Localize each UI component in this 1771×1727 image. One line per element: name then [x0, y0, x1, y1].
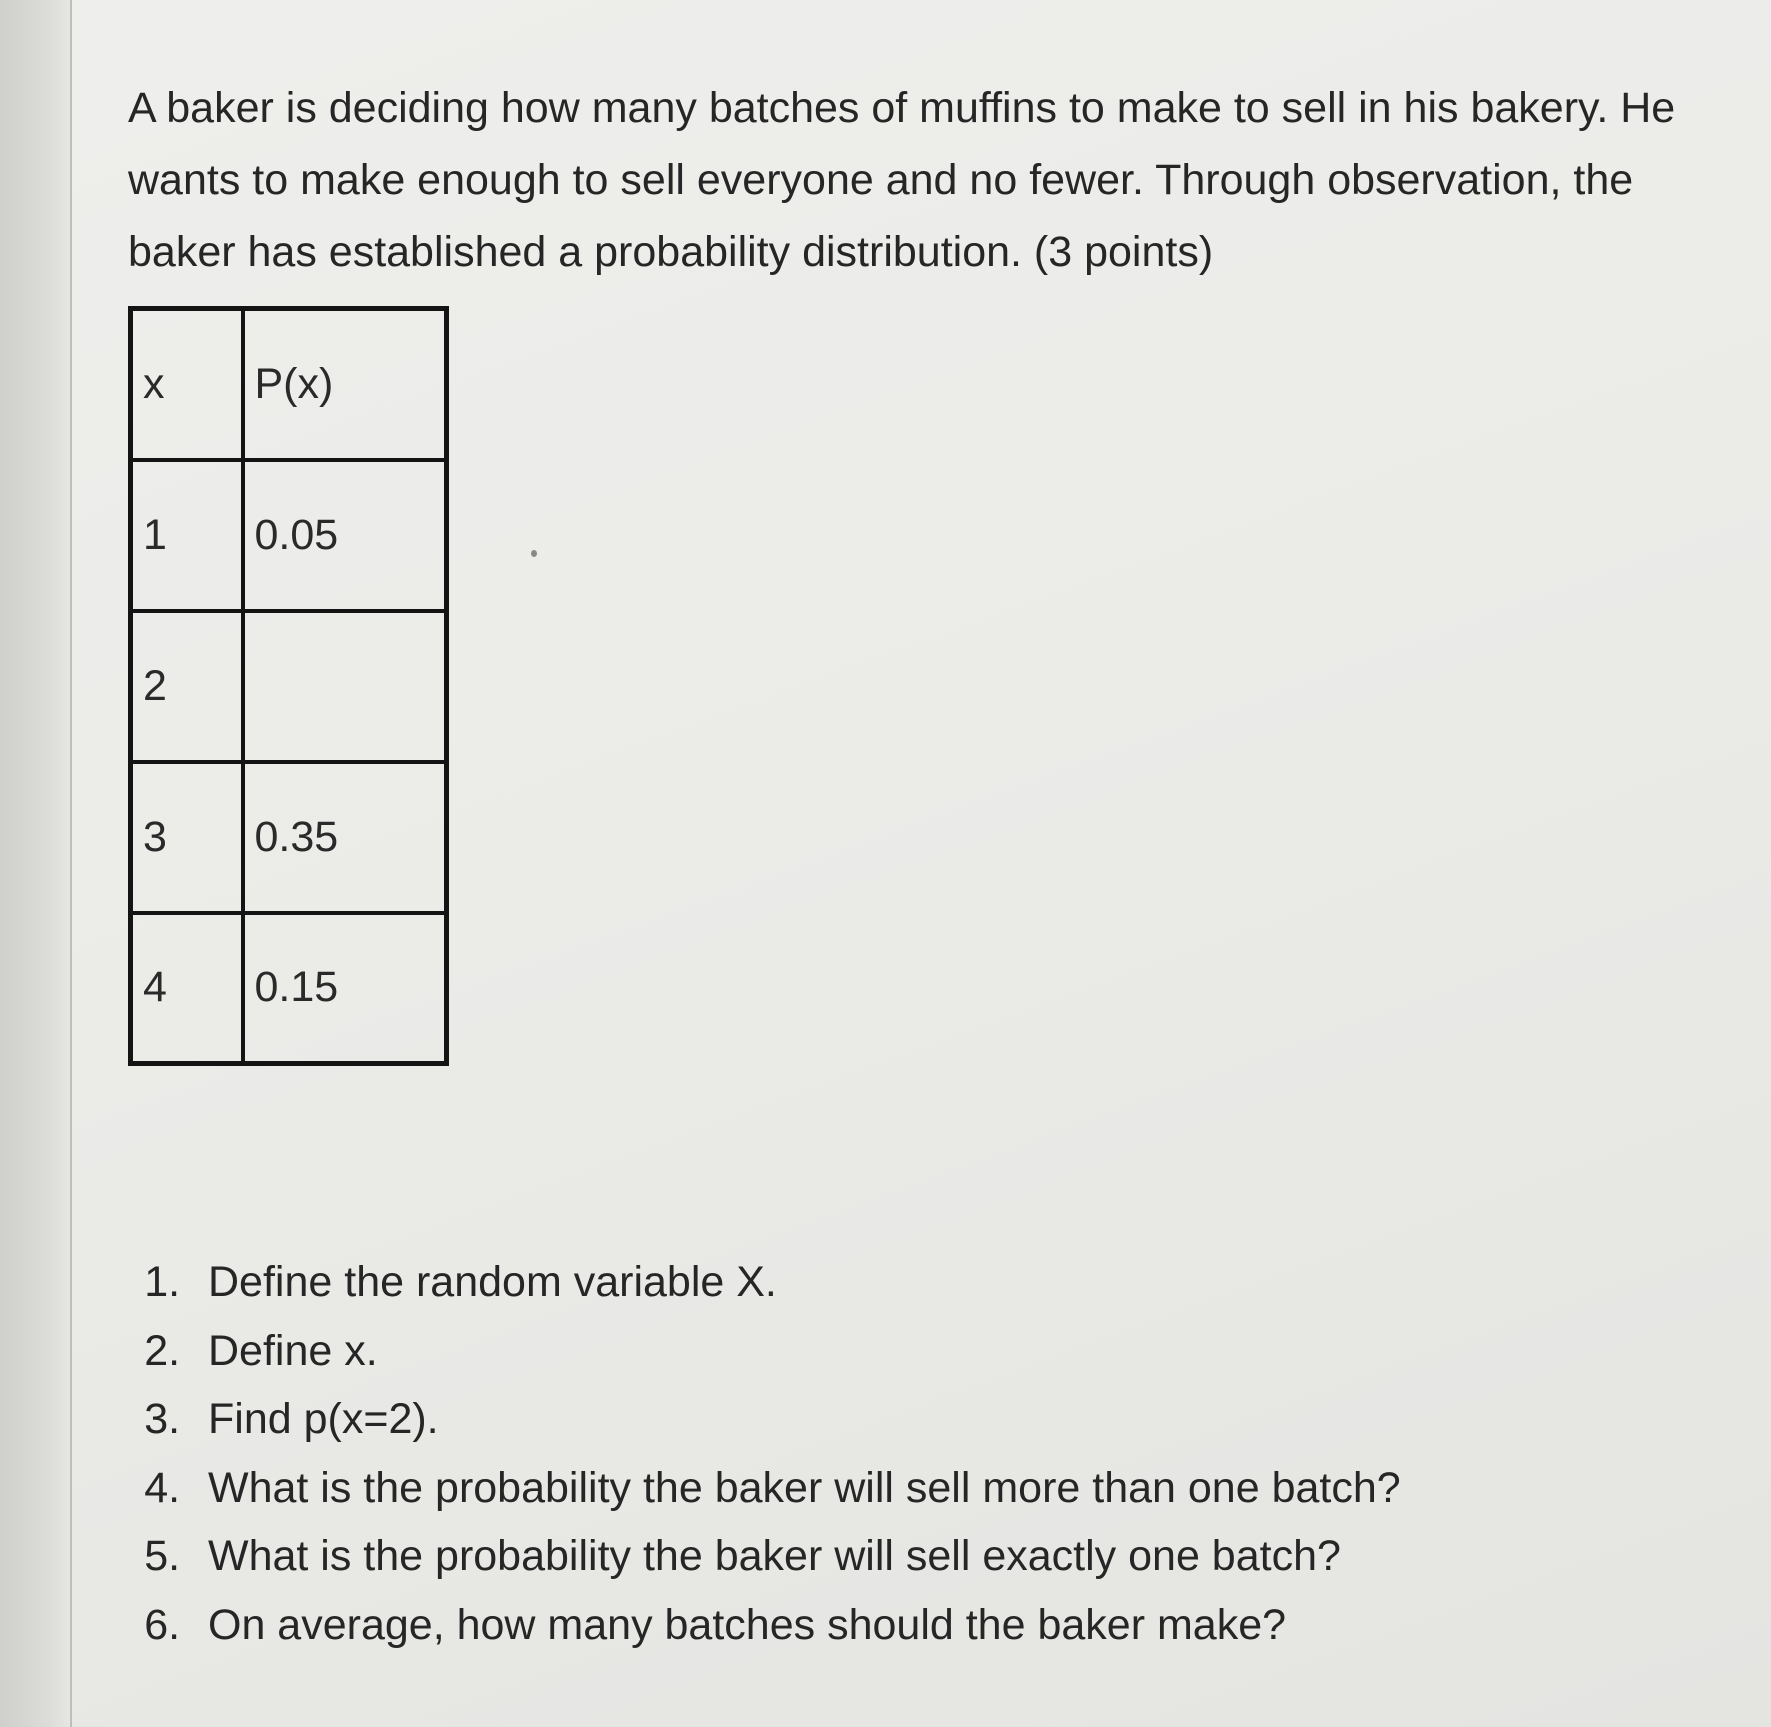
cell-x: 3: [131, 762, 243, 913]
cell-probability: 0.05: [243, 460, 447, 611]
question-item: 6. On average, how many batches should the baker make?: [192, 1591, 1752, 1660]
cell-x: 1: [131, 460, 243, 611]
left-margin: [0, 0, 70, 1727]
question-item: 5. What is the probability the baker will sell exactly one batch?: [192, 1522, 1752, 1591]
header-px: P(x): [243, 309, 447, 460]
table-row: [131, 460, 447, 611]
cell-x: 4: [131, 913, 243, 1064]
problem-statement: A baker is deciding how many batches of muffins to make to sell in his bakery. He wants to make enough to sell everyone and no fewer. Through observation, the baker has established a probability distribution. (3 points): [128, 84, 1676, 276]
table-row: [131, 913, 447, 1064]
question-item: 3. Find p(x=2).: [192, 1385, 1752, 1454]
question-item: 2. Define x.: [192, 1317, 1752, 1386]
header-x: x: [131, 309, 243, 460]
cell-probability: 0.35: [243, 762, 447, 913]
probability-distribution-table: [128, 306, 449, 1066]
question-item: 1. Define the random variable X.: [192, 1248, 1752, 1317]
table-row: [131, 762, 447, 913]
screen-speck: [531, 550, 537, 557]
cell-probability: 0.15: [243, 913, 447, 1064]
question-item: 4. What is the probability the baker will sell more than one batch?: [192, 1454, 1752, 1523]
worksheet-page: [70, 0, 1771, 1727]
table-row: [131, 611, 447, 762]
table-header-row: [131, 309, 447, 460]
cell-probability: [243, 611, 447, 762]
cell-x: 2: [131, 611, 243, 762]
question-list: [132, 1248, 1752, 1659]
